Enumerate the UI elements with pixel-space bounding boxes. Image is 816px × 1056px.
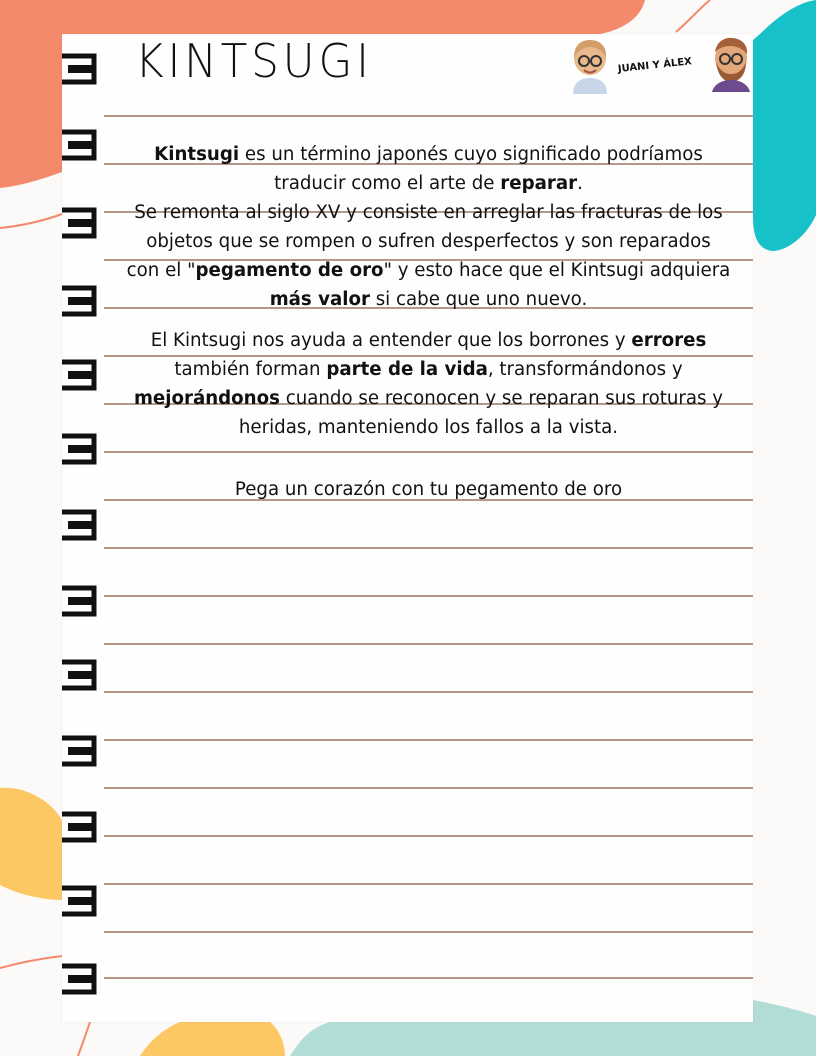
ruled-line — [104, 691, 753, 693]
ruled-line — [104, 451, 753, 453]
avatar-woman-icon — [565, 38, 615, 94]
paragraph-intro — [104, 140, 753, 314]
line: traducir como el arte de reparar. — [274, 173, 583, 194]
line: más valor si cabe que uno nuevo. — [269, 289, 588, 310]
line: Se remonta al siglo XV y consiste en arreglar las fracturas de los — [134, 202, 723, 223]
spiral-ring-icon — [60, 810, 106, 844]
line: con el "pegamento de oro" y esto hace que el Kintsugi adquiera — [126, 260, 731, 281]
line: mejorándonos cuando se reconocen y se reparan sus roturas y — [133, 388, 724, 409]
coral-line-left — [0, 214, 62, 228]
line: El Kintsugi nos ayuda a entender que los borrones y errores — [150, 330, 707, 351]
spiral-ring-icon — [60, 206, 106, 240]
brand-label: JUANI Y ÁLEX — [617, 56, 693, 75]
spiral-ring-icon — [60, 284, 106, 318]
instruction-text: Pega un corazón con tu pegamento de oro — [234, 479, 623, 500]
teal-blob-top-right — [753, 0, 816, 251]
coral-line-top — [676, 0, 710, 32]
spiral-ring-icon — [60, 584, 106, 618]
ruled-line — [104, 835, 753, 837]
spiral-ring-icon — [60, 884, 106, 918]
coral-line-bottom-left — [0, 956, 62, 968]
ruled-line — [104, 787, 753, 789]
ruled-line — [104, 547, 753, 549]
line: heridas, manteniendo los fallos a la vista. — [238, 417, 619, 438]
spiral-ring-icon — [60, 658, 106, 692]
coral-line-bottom — [78, 1022, 90, 1056]
spiral-ring-icon — [60, 432, 106, 466]
page-title: KINTSUGI — [135, 34, 373, 88]
spiral-ring-icon — [60, 128, 106, 162]
ruled-line — [104, 977, 753, 979]
line: también forman parte de la vida, transformándonos y — [174, 359, 683, 380]
spiral-ring-icon — [60, 358, 106, 392]
line: Kintsugi es un término japonés cuyo significado podríamos — [154, 144, 703, 165]
spiral-ring-icon — [60, 734, 106, 768]
ruled-line — [104, 739, 753, 741]
gold-blob-bottom — [140, 1022, 285, 1056]
spiral-ring-icon — [60, 52, 106, 86]
paragraph-meaning — [104, 326, 753, 442]
ruled-line — [104, 115, 753, 117]
ruled-line — [104, 643, 753, 645]
line: objetos que se rompen o sufren desperfectos y son reparados — [146, 231, 711, 252]
spiral-ring-icon — [60, 962, 106, 996]
spiral-ring-icon — [60, 508, 106, 542]
ruled-line — [104, 595, 753, 597]
gold-blob-bottom-left — [0, 788, 62, 900]
ruled-line — [104, 883, 753, 885]
avatar-man-icon — [706, 36, 756, 92]
ruled-line — [104, 931, 753, 933]
